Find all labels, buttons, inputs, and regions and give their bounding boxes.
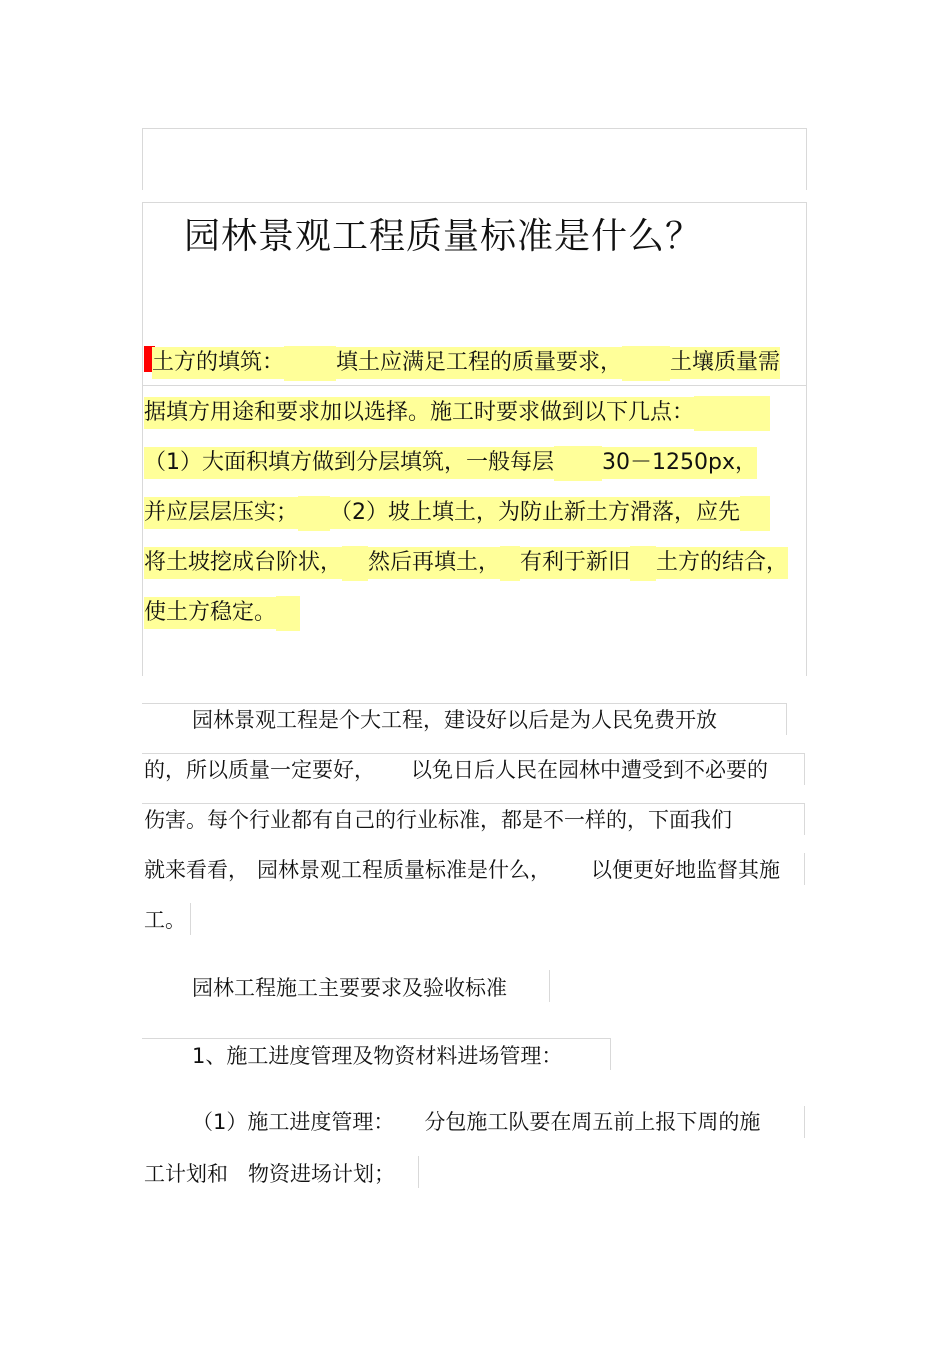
highlight-line-5 bbox=[144, 546, 788, 581]
text-span: 园林景观工程质量标准是什么， bbox=[257, 858, 551, 882]
table-border bbox=[142, 202, 143, 676]
text-span: 30－1250px， bbox=[602, 447, 757, 479]
text-span: （1）施工进度管理： bbox=[192, 1110, 395, 1134]
item-1-line-1 bbox=[192, 1108, 760, 1136]
highlight-line-4 bbox=[144, 496, 770, 531]
table-border bbox=[549, 970, 550, 1002]
text-span: （1）大面积填方做到分层填筑，一般每层 bbox=[144, 447, 554, 479]
highlight-line-6 bbox=[144, 596, 300, 631]
text-span: 物资进场计划； bbox=[248, 1162, 395, 1186]
intro-line-3: 伤害。每个行业都有自己的行业标准，都是不一样的，下面我们 bbox=[144, 808, 732, 832]
text-span: 并应层层压实； bbox=[144, 497, 298, 529]
table-border bbox=[806, 202, 807, 676]
subsection-title: 1、施工进度管理及物资材料进场管理： bbox=[192, 1044, 563, 1068]
table-border bbox=[142, 128, 806, 129]
intro-line-4 bbox=[144, 856, 780, 884]
text-span: （2）坡上填土，为防止新土方滑落，应先 bbox=[330, 497, 740, 529]
text-span: 就来看看， bbox=[144, 858, 249, 882]
text-span: 以免日后人民在园林中遭受到不必要的 bbox=[411, 758, 768, 782]
intro-line-2 bbox=[144, 756, 768, 784]
text-span: 土壤质量需 bbox=[670, 347, 780, 379]
highlight-line-1 bbox=[152, 346, 780, 381]
highlight-line-2 bbox=[144, 396, 770, 431]
text-span: 将土坡挖成台阶状， bbox=[144, 547, 342, 579]
text-span: 据填方用途和要求加以选择。施工时要求做到以下几点： bbox=[144, 397, 694, 429]
table-border bbox=[806, 128, 807, 190]
intro-line-5: 工。 bbox=[144, 908, 186, 932]
text-span: 有利于新旧 bbox=[520, 547, 630, 579]
text-span: 以便更好地监督其施 bbox=[591, 858, 780, 882]
table-border bbox=[142, 1038, 610, 1039]
table-border bbox=[610, 1038, 611, 1070]
text-span: 分包施工队要在周五前上报下周的施 bbox=[424, 1110, 761, 1134]
table-border bbox=[804, 853, 805, 885]
table-border bbox=[804, 753, 805, 785]
text-span: 土方的填筑： bbox=[152, 347, 284, 379]
text-span: 土方的结合， bbox=[656, 547, 788, 579]
text-span: 的，所以质量一定要好， bbox=[144, 758, 375, 782]
table-border bbox=[418, 1156, 419, 1188]
page-title: 园林景观工程质量标准是什么？ bbox=[184, 216, 703, 257]
text-span: 然后再填土， bbox=[368, 547, 500, 579]
text-span: 填土应满足工程的质量要求， bbox=[336, 347, 622, 379]
text-span: 使土方稳定。 bbox=[144, 597, 276, 629]
table-border bbox=[190, 903, 191, 935]
table-border bbox=[804, 1106, 805, 1138]
text-span: 工计划和 bbox=[144, 1162, 228, 1186]
table-border bbox=[142, 202, 806, 203]
table-border bbox=[142, 128, 143, 190]
table-border bbox=[786, 703, 787, 735]
section-title: 园林工程施工主要要求及验收标准 bbox=[192, 976, 507, 1000]
table-border bbox=[142, 753, 804, 754]
table-border bbox=[142, 803, 804, 804]
table-border bbox=[804, 803, 805, 835]
item-1-line-2 bbox=[144, 1160, 395, 1188]
table-border bbox=[142, 385, 806, 386]
highlight-line-3 bbox=[144, 446, 757, 481]
table-border bbox=[142, 703, 786, 704]
intro-line-1: 园林景观工程是个大工程，建设好以后是为人民免费开放 bbox=[192, 708, 717, 732]
